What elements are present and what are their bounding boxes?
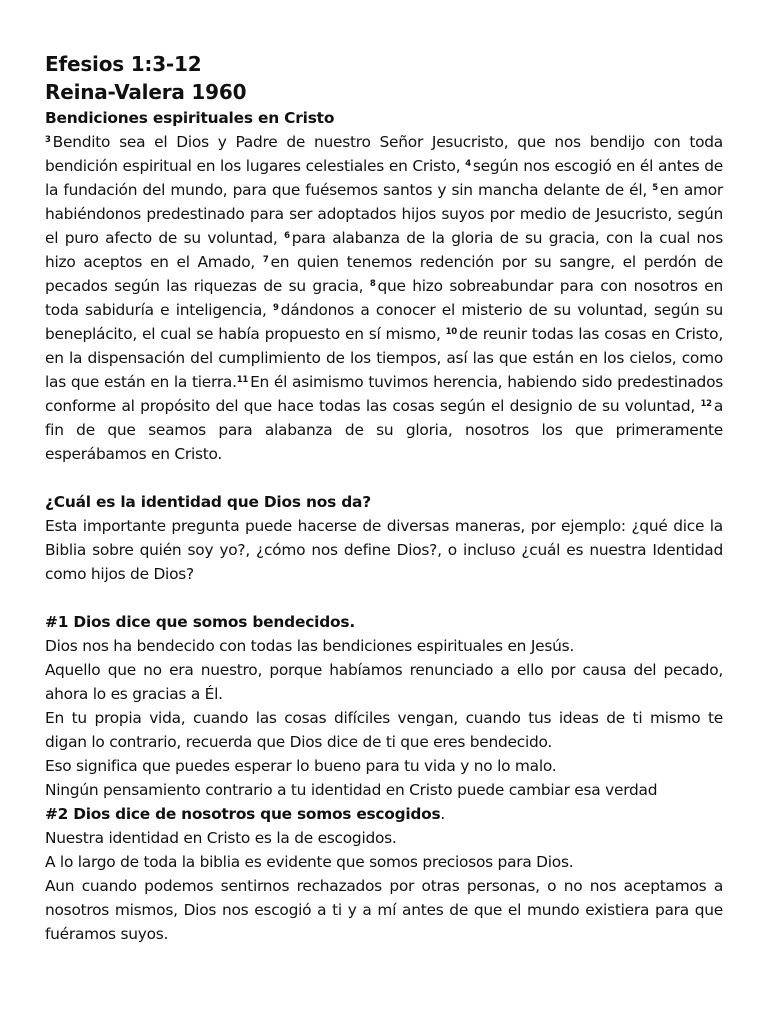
point-2-heading: #2 Dios dice de nosotros que somos escogidos (45, 805, 441, 823)
verse-text: en quien tenemos redención por su sangre, el perdón de pecados según las riquezas de su gracia, (45, 253, 723, 295)
verse-number: 3 (45, 135, 51, 145)
verse-number: 5 (652, 183, 658, 193)
bible-version: Reina-Valera 1960 (45, 80, 247, 104)
verse-number: 7 (262, 255, 269, 265)
point-1-line: Dios nos ha bendecido con todas las bendiciones espirituales en Jesús. (45, 637, 575, 655)
verse-text: para alabanza de la gloria de su gracia, con la cual nos hizo aceptos en el Amado, (45, 229, 723, 271)
verse-text: Bendito sea el Dios y Padre de nuestro Señor Jesucristo, que nos bendijo con toda bendición espiritual en los lugares celestiales en Cristo, (45, 133, 723, 175)
verse-text: dándonos a conocer el misterio de su voluntad, según su beneplácito, el cual se había propuesto en sí mismo, (45, 301, 723, 343)
verse-number: 11 (236, 375, 249, 385)
point-1-line: Ningún pensamiento contrario a tu identidad en Cristo puede cambiar esa verdad (45, 781, 658, 799)
verse-number: 10 (445, 327, 457, 337)
verse-text: a fin de que seamos para alabanza de su gloria, nosotros los que primeramente esperábamos en Cristo. (45, 397, 723, 463)
paragraph-spacer (45, 466, 723, 490)
point-2-heading-end: . (440, 805, 446, 823)
point-1-heading: #1 Dios dice que somos bendecidos. (45, 613, 356, 631)
point-1-line: En tu propia vida, cuando las cosas difíciles vengan, cuando tus ideas de ti mismo te digan lo contrario, recuerda que Dios dice de ti que eres bendecido. (45, 709, 723, 751)
verse-number: 12 (700, 399, 712, 409)
verse-text: que hizo sobreabundar para con nosotros en toda sabiduría e inteligencia, (45, 277, 723, 319)
point-2-line: Nuestra identidad en Cristo es la de escogidos. (45, 829, 397, 847)
point-1-line: Aquello que no era nuestro, porque habíamos renunciado a ello por causa del pecado, ahora lo es gracias a Él. (45, 661, 723, 703)
verse-text: en amor habiéndonos predestinado para ser adoptados hijos suyos por medio de Jesucristo, según el puro afecto de su voluntad, (45, 181, 723, 247)
verse-text: según nos escogió en él antes de la fundación del mundo, para que fuésemos santos y sin mancha delante de él, (45, 157, 723, 199)
question-body: Esta importante pregunta puede hacerse de diversas maneras, por ejemplo: ¿qué dice la Biblia sobre quién soy yo?, ¿cómo nos define Dios?, o incluso ¿cuál es nuestra Identidad como hijos de Dios? (45, 517, 723, 583)
point-2-line: A lo largo de toda la biblia es evidente que somos preciosos para Dios. (45, 853, 574, 871)
section-heading: Bendiciones espirituales en Cristo (45, 109, 335, 127)
verse-text: de reunir todas las cosas en Cristo, en la dispensación del cumplimiento de los tiempos, así las que están en los cielos, como las que están en la tierra. (45, 325, 723, 391)
verse-number: 4 (465, 159, 471, 169)
verse-number: 6 (284, 231, 290, 241)
point-1-line: Eso significa que puedes esperar lo bueno para tu vida y no lo malo. (45, 757, 557, 775)
paragraph-spacer (45, 586, 723, 610)
verse-number: 9 (273, 303, 279, 313)
point-2-heading-line (45, 802, 723, 826)
point-2-line: Aun cuando podemos sentirnos rechazados por otras personas, o no nos aceptamos a nosotros mismos, Dios nos escogió a ti y a mí antes de que el mundo existiera para que fuéramos suyos. (45, 877, 723, 943)
passage-reference: Efesios 1:3-12 (45, 52, 202, 76)
verse-text: En él asimismo tuvimos herencia, habiendo sido predestinados conforme al propósito del que hace todas las cosas según el designio de su voluntad, (45, 373, 724, 415)
document-page (45, 50, 723, 946)
scripture-passage (45, 130, 723, 466)
verse-number: 8 (369, 279, 376, 289)
question-heading: ¿Cuál es la identidad que Dios nos da? (45, 493, 371, 511)
